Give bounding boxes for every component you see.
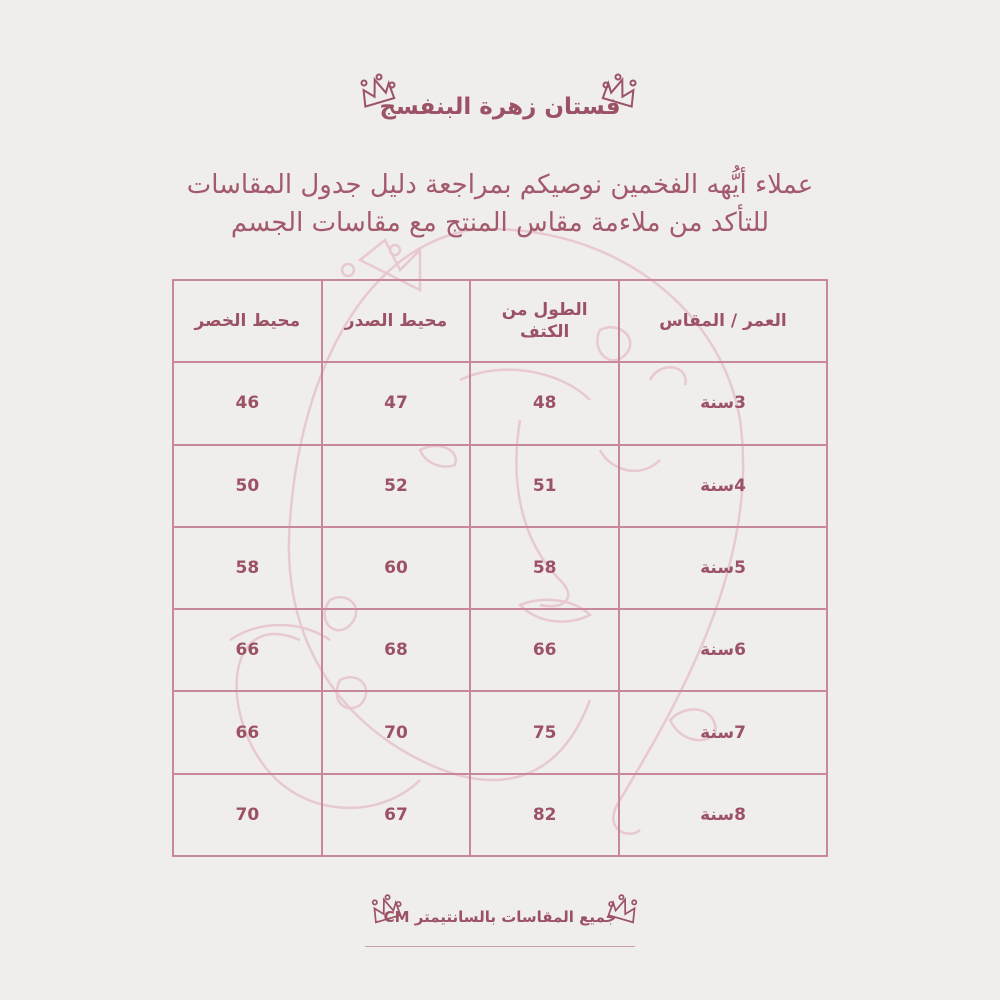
cell-waist: 70 [173, 774, 322, 856]
header-chest: محيط الصدر [322, 280, 471, 362]
cell-age: 8سنة [619, 774, 827, 856]
header-length: الطول من الكتف [470, 280, 619, 362]
cell-chest: 52 [322, 445, 471, 527]
title-section [0, 72, 1000, 132]
cell-waist: 66 [173, 609, 322, 691]
cell-age: 7سنة [619, 691, 827, 773]
cell-age: 3سنة [619, 362, 827, 444]
cell-chest: 68 [322, 609, 471, 691]
footer-crown-right-icon [606, 893, 642, 927]
subtitle [150, 166, 850, 242]
footer-note: جميع المقاسات بالسانتيمتر CM [383, 908, 617, 926]
table-header-row [173, 280, 827, 362]
cell-length: 48 [470, 362, 619, 444]
cell-age: 4سنة [619, 445, 827, 527]
header-age: العمر / المقاس [619, 280, 827, 362]
table-row [173, 362, 827, 444]
cell-length: 66 [470, 609, 619, 691]
footer-divider [365, 946, 635, 947]
table-row [173, 609, 827, 691]
cell-length: 82 [470, 774, 619, 856]
cell-waist: 50 [173, 445, 322, 527]
table-row [173, 691, 827, 773]
size-table [172, 279, 828, 857]
cell-length: 58 [470, 527, 619, 609]
cell-length: 51 [470, 445, 619, 527]
cell-waist: 58 [173, 527, 322, 609]
cell-age: 5سنة [619, 527, 827, 609]
subtitle-line-2: للتأكد من ملاءمة مقاس المنتج مع مقاسات الجسم [230, 208, 770, 238]
cell-waist: 66 [173, 691, 322, 773]
header-waist: محيط الخصر [173, 280, 322, 362]
cell-chest: 47 [322, 362, 471, 444]
table-row [173, 445, 827, 527]
cell-waist: 46 [173, 362, 322, 444]
cell-age: 6سنة [619, 609, 827, 691]
crown-right-icon [600, 72, 642, 112]
subtitle-line-1: عملاء أيُّهه الفخمين نوصيكم بمراجعة دليل جدول المقاسات [186, 170, 814, 200]
cell-length: 75 [470, 691, 619, 773]
page-title: فستان زهرة البنفسج [379, 94, 621, 120]
cell-chest: 67 [322, 774, 471, 856]
table-row [173, 527, 827, 609]
cell-chest: 60 [322, 527, 471, 609]
cell-chest: 70 [322, 691, 471, 773]
table-row [173, 774, 827, 856]
